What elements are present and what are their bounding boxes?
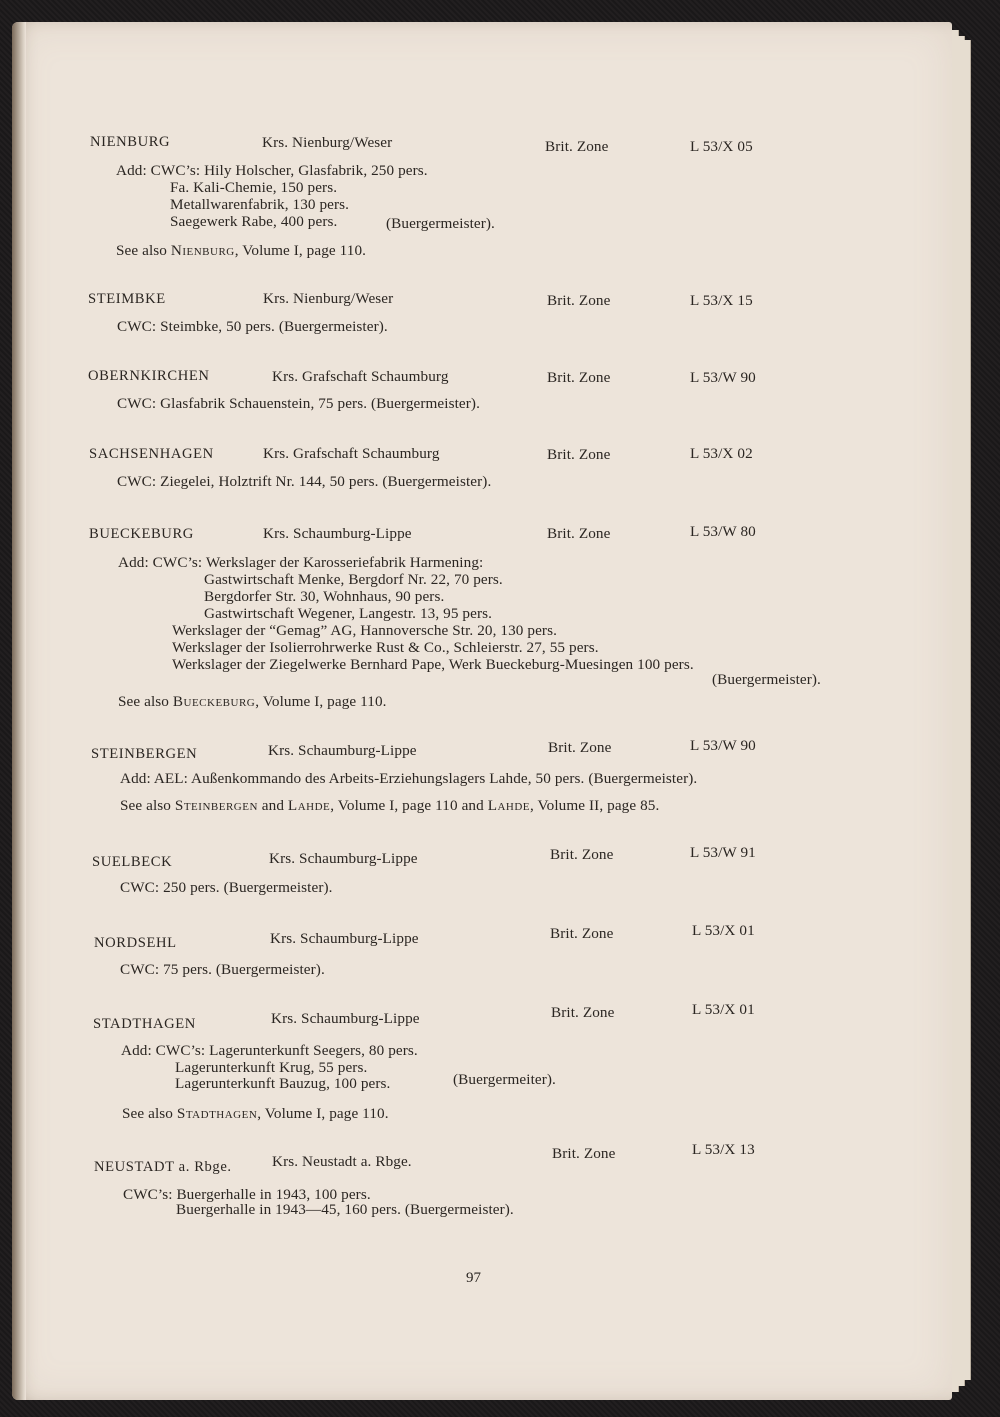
entry-line: Add: CWC’s: Hily Holscher, Glasfabrik, 250 pers. bbox=[116, 162, 428, 179]
entry-place: NORDSEHL bbox=[94, 935, 177, 951]
entry-grid: L 53/W 90 bbox=[690, 737, 756, 754]
entry-grid: L 53/W 90 bbox=[690, 369, 756, 386]
entry-line: Fa. Kali-Chemie, 150 pers. bbox=[170, 179, 338, 196]
entry-grid: L 53/X 13 bbox=[692, 1141, 755, 1158]
entry-line: Gastwirtschaft Wegener, Langestr. 13, 95 pers. bbox=[204, 605, 493, 622]
entry-line: CWC: Ziegelei, Holztrift Nr. 144, 50 pers. (Buergermeister). bbox=[117, 473, 492, 490]
page-edge bbox=[962, 40, 971, 1380]
entry-line: Metallwarenfabrik, 130 pers. bbox=[170, 196, 350, 213]
entry-district: Krs. Nienburg/Weser bbox=[262, 134, 393, 151]
entry-district: Krs. Schaumburg-Lippe bbox=[271, 1010, 420, 1027]
entry-district: Krs. Grafschaft Schaumburg bbox=[263, 445, 440, 462]
entry-place: STEIMBKE bbox=[88, 291, 166, 307]
entry-line: (Buergermeister). bbox=[386, 215, 495, 232]
entry-line: Lagerunterkunft Krug, 55 pers. bbox=[175, 1059, 368, 1076]
entry-grid: L 53/X 01 bbox=[692, 922, 755, 939]
entry-district: Krs. Schaumburg-Lippe bbox=[269, 850, 418, 867]
entry-place: STEINBERGEN bbox=[91, 746, 198, 762]
entry-line: Add: CWC’s: Lagerunterkunft Seegers, 80 pers. bbox=[121, 1042, 418, 1059]
entry-grid: L 53/W 80 bbox=[690, 523, 756, 540]
entry-line: CWC: Glasfabrik Schauenstein, 75 pers. (Buergermeister). bbox=[117, 395, 480, 412]
entry-line: Werkslager der Ziegelwerke Bernhard Pape, Werk Bueckeburg-Muesingen 100 pers. bbox=[172, 656, 694, 673]
see-also: See also Bueckeburg, Volume I, page 110. bbox=[118, 693, 387, 710]
entry-place: STADTHAGEN bbox=[93, 1016, 196, 1032]
entry-place: OBERNKIRCHEN bbox=[88, 368, 210, 384]
entry-zone: Brit. Zone bbox=[548, 739, 612, 756]
entry-grid: L 53/X 05 bbox=[690, 138, 753, 155]
entry-place: SUELBECK bbox=[92, 854, 173, 870]
entry-place: BUECKEBURG bbox=[89, 526, 194, 542]
entry-line: CWC: 75 pers. (Buergermeister). bbox=[120, 961, 325, 978]
see-also: See also Nienburg, Volume I, page 110. bbox=[116, 242, 367, 259]
entry-place: NIENBURG bbox=[90, 134, 171, 150]
entry-line: Lagerunterkunft Bauzug, 100 pers. bbox=[175, 1075, 391, 1092]
entry-line: CWC: 250 pers. (Buergermeister). bbox=[120, 879, 333, 896]
entry-zone: Brit. Zone bbox=[550, 846, 614, 863]
entry-grid: L 53/X 15 bbox=[690, 292, 753, 309]
entry-line: Add: CWC’s: Werkslager der Karosseriefabrik Harmening: bbox=[118, 554, 484, 571]
entry-district: Krs. Schaumburg-Lippe bbox=[263, 525, 412, 542]
entry-line: CWC’s: Buergerhalle in 1943, 100 pers. bbox=[123, 1186, 371, 1203]
entry-zone: Brit. Zone bbox=[547, 446, 611, 463]
entry-line: (Buergermeiter). bbox=[453, 1071, 556, 1088]
entry-line: Gastwirtschaft Menke, Bergdorf Nr. 22, 70 pers. bbox=[204, 571, 503, 588]
see-also: See also Steinbergen and Lahde, Volume I, page 110 and Lahde, Volume II, page 85. bbox=[120, 797, 660, 814]
entry-zone: Brit. Zone bbox=[551, 1004, 615, 1021]
entry-line: (Buergermeister). bbox=[712, 671, 821, 688]
entry-zone: Brit. Zone bbox=[547, 292, 611, 309]
entry-grid: L 53/X 01 bbox=[692, 1001, 755, 1018]
entry-line: Saegewerk Rabe, 400 pers. bbox=[170, 213, 338, 230]
entry-grid: L 53/X 02 bbox=[690, 445, 753, 462]
page-gutter bbox=[12, 22, 26, 1400]
page-number: 97 bbox=[466, 1270, 481, 1286]
entry-zone: Brit. Zone bbox=[545, 138, 609, 155]
entry-line: Buergerhalle in 1943—45, 160 pers. (Buergermeister). bbox=[176, 1201, 514, 1218]
entry-district: Krs. Schaumburg-Lippe bbox=[268, 742, 417, 759]
entry-district: Krs. Grafschaft Schaumburg bbox=[272, 368, 449, 385]
see-also: See also Stadthagen, Volume I, page 110. bbox=[122, 1105, 389, 1122]
entry-zone: Brit. Zone bbox=[550, 925, 614, 942]
entry-line: Add: AEL: Außenkommando des Arbeits-Erziehungslagers Lahde, 50 pers. (Buergermeister). bbox=[120, 770, 698, 787]
entry-district: Krs. Nienburg/Weser bbox=[263, 290, 394, 307]
entry-line: Werkslager der “Gemag” AG, Hannoversche Str. 20, 130 pers. bbox=[172, 622, 557, 639]
entry-line: CWC: Steimbke, 50 pers. (Buergermeister). bbox=[117, 318, 388, 335]
entry-district: Krs. Schaumburg-Lippe bbox=[270, 930, 419, 947]
entry-district: Krs. Neustadt a. Rbge. bbox=[272, 1153, 412, 1170]
entry-zone: Brit. Zone bbox=[547, 525, 611, 542]
entry-zone: Brit. Zone bbox=[552, 1145, 616, 1162]
entry-place: SACHSENHAGEN bbox=[89, 446, 214, 462]
entry-zone: Brit. Zone bbox=[547, 369, 611, 386]
entry-place: NEUSTADT a. Rbge. bbox=[94, 1159, 232, 1175]
entry-grid: L 53/W 91 bbox=[690, 844, 756, 861]
entry-line: Bergdorfer Str. 30, Wohnhaus, 90 pers. bbox=[204, 588, 445, 605]
entry-line: Werkslager der Isolierrohrwerke Rust & Co., Schleierstr. 27, 55 pers. bbox=[172, 639, 599, 656]
